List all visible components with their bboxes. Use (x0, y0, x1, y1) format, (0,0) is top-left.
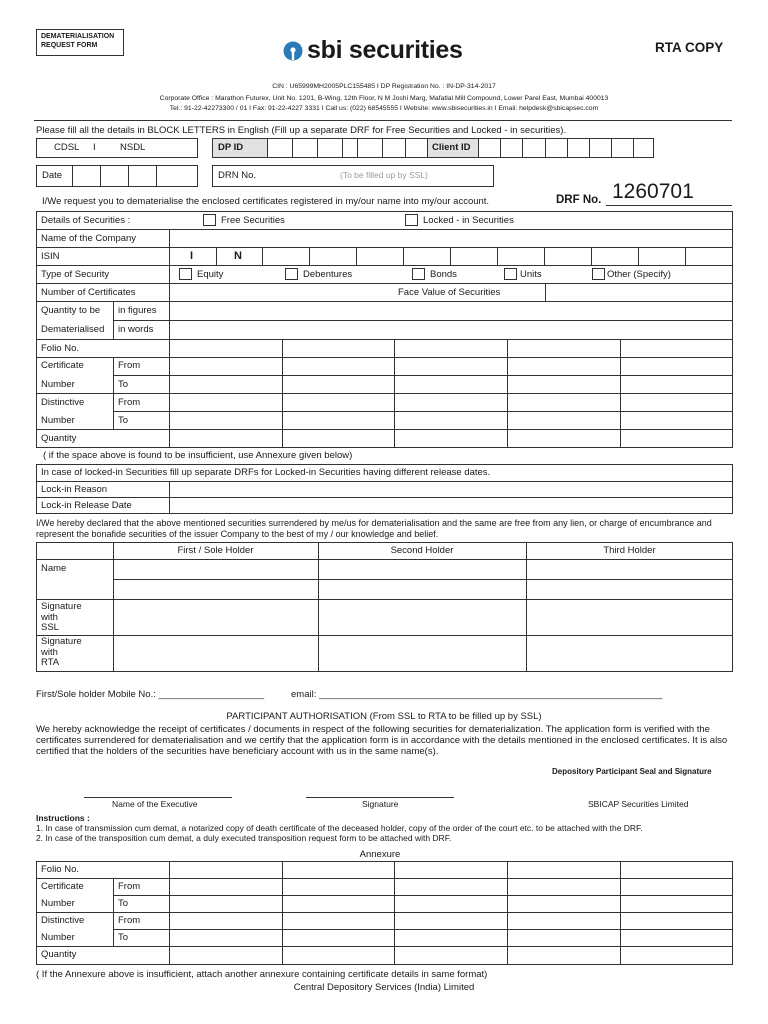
annexure-distinctive-label: Distinctive (41, 915, 85, 926)
drf-underline (606, 205, 732, 206)
dp-seal-label: Depository Participant Seal and Signature (552, 767, 712, 776)
intro-text: Please fill all the details in BLOCK LETTERS in English (Fill up a separate DRF for Free Securities and Locked - in securities). (36, 125, 567, 136)
annexure-cert-from-label: From (118, 881, 141, 892)
nsdl-option[interactable]: NSDL (120, 142, 146, 153)
dist-to-label: To (118, 415, 129, 426)
instruction-item-2: 2. In case of the transposition cum demat, a duly executed transposition request form to be attached with DRF. (36, 833, 452, 843)
security-type-label: Type of Security (41, 269, 110, 280)
company-name-label: Name of the Company (41, 233, 137, 244)
locked-securities-label: Locked - in Securities (423, 215, 514, 226)
debentures-label: Debentures (303, 269, 353, 280)
declaration-text: I/We hereby declared that the above mentioned securities surrendered by me/us for dematerialisation and the same are free from any lien, or charge of encumbrance and represent the bonafide securities of the issuer Company to the best of my / our knowledge and belief. (36, 518, 712, 539)
quantity-label: Quantity (41, 433, 77, 444)
details-of-securities-label: Details of Securities : (41, 215, 131, 226)
dist-from-label: From (118, 397, 141, 408)
drn-label: DRN No. (218, 170, 257, 181)
dematerialised-label: Dematerialised (41, 324, 105, 335)
signature-ssl-label: Signature with SSL (41, 601, 82, 633)
other-checkbox[interactable] (592, 268, 605, 280)
annexure-dist-number-label: Number (41, 932, 75, 943)
debentures-checkbox[interactable] (285, 268, 298, 280)
bonds-checkbox[interactable] (412, 268, 425, 280)
executive-signature-line (84, 797, 232, 798)
annexure-cert-to-label: To (118, 898, 129, 909)
authorisation-title: PARTICIPANT AUTHORISATION (From SSL to RTA to be filled up by SSL) (226, 711, 542, 722)
lockin-note: In case of locked-in Securities fill up separate DRFs for Locked-in Securities having different release dates. (41, 467, 491, 478)
annexure-dist-to-label: To (118, 932, 129, 943)
signature-rta-label: Signature with RTA (41, 636, 82, 668)
annexure-folio-label: Folio No. (41, 864, 80, 875)
brand-name: sbi securities (307, 36, 463, 64)
holder-name-label: Name (41, 563, 67, 574)
lockin-release-label: Lock-in Release Date (41, 500, 132, 511)
form-type-text: DEMATERIALISATION REQUEST FORM (41, 33, 115, 49)
request-text: I/We request you to dematerialise the enclosed certificates registered in my/our name into my/our account. (42, 196, 490, 207)
isin-label: ISIN (41, 251, 60, 262)
in-figures-label: in figures (118, 305, 157, 316)
bonds-label: Bonds (430, 269, 457, 280)
equity-label: Equity (197, 269, 224, 280)
free-securities-checkbox[interactable] (203, 214, 216, 226)
annexure-table (36, 861, 733, 965)
drf-number: 1260701 (612, 180, 694, 203)
isin-prefix-i: I (190, 250, 194, 262)
signature-line (306, 797, 454, 798)
quantity-to-be-label: Quantity to be (41, 305, 101, 316)
mobile-field[interactable]: First/Sole holder Mobile No.: ____________________ (36, 689, 265, 700)
instruction-item-1: 1. In case of transmission cum demat, a notarized copy of death certificate of the deceased holder, copy of the order of the court etc. to be attached with the DRF. (36, 823, 643, 833)
annexure-certificate-label: Certificate (41, 881, 84, 892)
signature-label: Signature (362, 799, 399, 809)
annexure-quantity-label: Quantity (41, 949, 77, 960)
isin-prefix-n: N (234, 250, 242, 262)
other-label: Other (Specify) (607, 269, 671, 280)
free-securities-label: Free Securities (221, 215, 285, 226)
num-certificates-label: Number of Certificates (41, 287, 136, 298)
copy-label: RTA COPY (655, 40, 724, 55)
second-holder-header: Second Holder (390, 545, 454, 556)
third-holder-header: Third Holder (603, 545, 656, 556)
in-words-label: in words (118, 324, 154, 335)
address-line: Corporate Office : Marathon Futurex, Unit No. 1201, B-Wing, 12th Floor, N M Joshi Marg, Mafatlal Mill Compound, Lower Parel East, Mumbai 400013 (159, 95, 609, 102)
certificate-label: Certificate (41, 360, 84, 371)
insufficient-note: ( if the space above is found to be insufficient, use Annexure given below) (43, 450, 353, 461)
cin-line: CIN : U65999MH2005PLC155485 I DP Registration No. : IN-DP-314-2017 (272, 83, 496, 90)
units-label: Units (520, 269, 542, 280)
contact-line: Tel.: 91-22-42273300 / 01 I Fax: 91-22-4227 3331 I Call us: (022) 68545555 I Website: www.sbisecurities.in I Email: helpdesk@sbicapsec.com (169, 105, 599, 112)
header-divider (34, 120, 732, 121)
cert-to-label: To (118, 379, 129, 390)
annexure-note: ( If the Annexure above is insufficient, attach another annexure containing certificate details in same format) (36, 969, 488, 980)
holders-table (36, 542, 733, 672)
units-checkbox[interactable] (504, 268, 517, 280)
distinctive-number-label: Number (41, 415, 75, 426)
locked-securities-checkbox[interactable] (405, 214, 418, 226)
equity-checkbox[interactable] (179, 268, 192, 280)
authorisation-body: We hereby acknowledge the receipt of certificates / documents in respect of the following securities for dematerialization. The application form is verified with the certificates surrendered for dematerialisation and we certify that the application form is in accordance with the details mentioned in the enclosed certificates. It is also certified that the holders of the securities have beneficiary account with us in the same name(s). (36, 724, 728, 757)
first-holder-header: First / Sole Holder (177, 545, 254, 556)
sbicap-label: SBICAP Securities Limited (588, 799, 689, 809)
depository-separator: I (93, 142, 96, 153)
certificate-number-label: Number (41, 379, 75, 390)
client-id-label: Client ID (432, 142, 471, 153)
annexure-cert-number-label: Number (41, 898, 75, 909)
folio-label: Folio No. (41, 343, 80, 354)
cert-from-label: From (118, 360, 141, 371)
email-field[interactable]: email: _________________________________________________________________ (291, 689, 663, 700)
lockin-reason-label: Lock-in Reason (41, 484, 108, 495)
drn-placeholder: (To be filled up by SSL) (340, 170, 428, 180)
form-type-tag (36, 29, 124, 56)
cdsl-footer: Central Depository Services (India) Limited (293, 982, 475, 993)
annexure-title: Annexure (359, 849, 401, 860)
distinctive-label: Distinctive (41, 397, 85, 408)
drf-label: DRF No. (556, 194, 602, 206)
face-value-label: Face Value of Securities (398, 287, 501, 298)
instructions-title: Instructions : (36, 813, 90, 823)
annexure-dist-from-label: From (118, 915, 141, 926)
dp-id-label: DP ID (218, 142, 244, 153)
executive-label: Name of the Executive (112, 799, 198, 809)
date-label: Date (42, 170, 63, 181)
cdsl-option[interactable]: CDSL (54, 142, 80, 153)
sbi-logo-icon (283, 41, 303, 61)
